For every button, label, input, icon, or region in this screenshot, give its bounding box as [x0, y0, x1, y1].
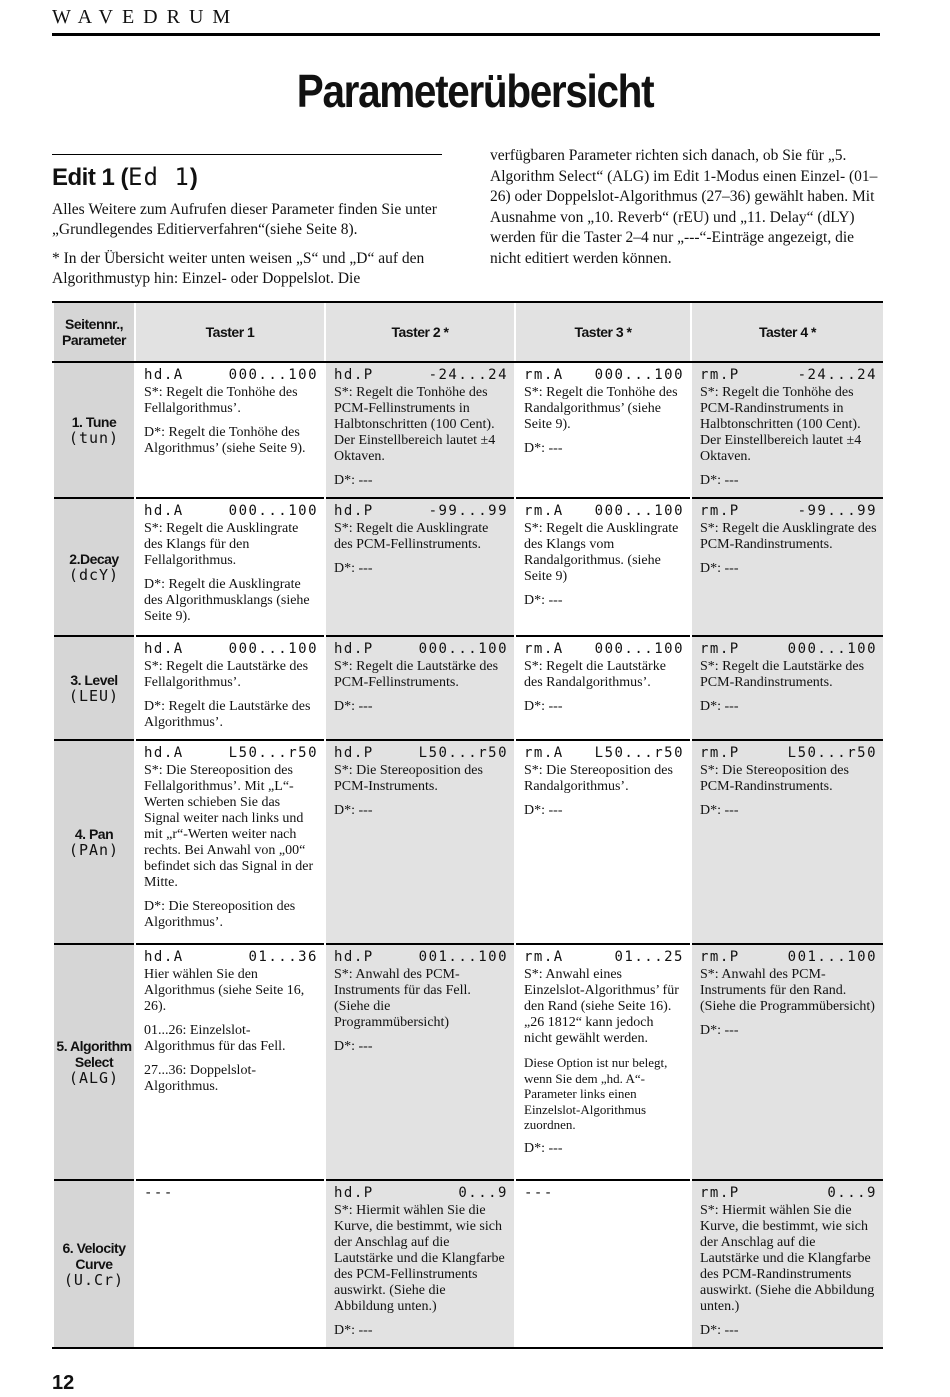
parameter-display-code: hd.A [144, 745, 184, 761]
intro-paragraph-2-start [52, 249, 442, 289]
cell-description: S*: Regelt die Ausklingrate des Klangs für den Fellalgorithmus. [144, 521, 299, 568]
cell-description: D*: Regelt die Tonhöhe des Algorithmus’ (siehe Seite 9). [144, 425, 306, 456]
cell-description: S*: Regelt die Tonhöhe des Randalgorithmus’ (siehe Seite 9). [524, 385, 678, 432]
value-range [700, 641, 877, 657]
cell-description: S*: Hiermit wählen Sie die Kurve, die bestimmt, wie sich der Anschlag auf die Lautstärke und die Klangfarbe des PCM-Fellinstruments auswirkt. (Siehe die Abbildung unten.) [334, 1203, 505, 1314]
value-range [334, 1185, 508, 1201]
value-range [700, 745, 877, 761]
row-header [53, 944, 135, 1180]
cell-description: D*: --- [524, 699, 563, 714]
table-row [53, 1180, 883, 1348]
section-heading [52, 163, 442, 192]
parameter-display-code: rm.A [524, 503, 564, 519]
cell-description: D*: Regelt die Ausklingrate des Algorithmusklangs (siehe Seite 9). [144, 577, 310, 624]
table-body [53, 362, 883, 1348]
table-cell-taster-3 [515, 1180, 691, 1348]
cell-description: 27...36: Doppelslot-Algorithmus. [144, 1063, 256, 1094]
parameter-name: 6. Velocity Curve [62, 1240, 126, 1272]
parameter-display-code: hd.A [144, 641, 184, 657]
header-rule [52, 33, 880, 36]
cell-description: D*: --- [524, 441, 563, 456]
parameter-display-code: rm.P [700, 367, 740, 383]
table-row [53, 944, 883, 1180]
cell-description: S*: Regelt die Ausklingrate des Klangs vom Randalgorithmus. (siehe Seite 9) [524, 521, 679, 584]
parameter-display-code: rm.A [524, 641, 564, 657]
cell-description: Hier wählen Sie den Algorithmus (siehe Seite 16, 26). [144, 967, 305, 1014]
table-cell-taster-2 [325, 944, 515, 1180]
range-value: 000...100 [787, 641, 877, 657]
parameter-name: 3. Level [70, 672, 118, 688]
cell-description: D*: --- [334, 803, 373, 818]
table-cell-taster-1 [135, 1180, 325, 1348]
cell-description: S*: Regelt die Lautstärke des Randalgorithmus’. [524, 659, 666, 690]
table-header-row [53, 302, 883, 362]
value-range [144, 503, 318, 519]
table-cell-taster-1 [135, 740, 325, 944]
range-value: 0...9 [827, 1185, 877, 1201]
parameter-name: 2.Decay [69, 551, 119, 567]
parameter-display-code: rm.A [524, 745, 564, 761]
table-cell-taster-3 [515, 636, 691, 740]
section-heading-text: Edit 1 ( [52, 164, 129, 191]
cell-description: D*: --- [700, 1023, 739, 1038]
section-heading-close: ) [189, 164, 198, 191]
intro-paragraph-2-part-2: verfügbaren Parameter richten sich danach, ob Sie für „5. Algorithm Select“ (ALG) im Edit 1-Modus einen Einzel- (01–26) oder Doppelslot-Algorithmus (27–36) gewählt haben. Mit Ausnahme von „10. Reverb“ (rEU) und „11. Delay“ (dLY) werden für die Taster 2–4 nur „---“-Einträge angezeigt, die nicht editiert werden können. [490, 147, 878, 267]
column-header-taster-4: Taster 4 * [691, 302, 883, 362]
table-cell-taster-4 [691, 498, 883, 636]
value-range [524, 641, 684, 657]
range-value: L50...r50 [594, 745, 684, 761]
table-row [53, 362, 883, 498]
parameter-code: (U.Cr) [63, 1271, 125, 1289]
range-value: -99...99 [428, 503, 508, 519]
table-cell-taster-2 [325, 636, 515, 740]
value-range [334, 367, 508, 383]
table-cell-taster-3 [515, 362, 691, 498]
column-header-taster-3: Taster 3 * [515, 302, 691, 362]
table-cell-taster-3 [515, 498, 691, 636]
value-range [700, 503, 877, 519]
table-cell-taster-4 [691, 636, 883, 740]
table-row [53, 498, 883, 636]
cell-description: D*: --- [334, 699, 373, 714]
parameter-code: (LEU) [68, 687, 120, 705]
parameter-display-code: rm.P [700, 641, 740, 657]
cell-description: D*: --- [700, 561, 739, 576]
table-row [53, 740, 883, 944]
cell-description: D*: --- [334, 473, 373, 488]
cell-description: D*: --- [334, 1323, 373, 1338]
cell-description: D*: --- [700, 1323, 739, 1338]
parameter-display-code: --- [524, 1185, 554, 1201]
parameter-display-code: rm.A [524, 367, 564, 383]
value-range [144, 745, 318, 761]
cell-description: D*: --- [700, 473, 739, 488]
section-rule [52, 154, 442, 155]
value-range [524, 949, 684, 965]
value-range [144, 641, 318, 657]
parameter-display-code: hd.P [334, 503, 374, 519]
cell-description: S*: Regelt die Ausklingrate des PCM-Fellinstruments. [334, 521, 489, 552]
row-header [53, 636, 135, 740]
cell-description: 01...26: Einzelslot-Algorithmus für das Fell. [144, 1023, 286, 1054]
table-cell-taster-2 [325, 740, 515, 944]
range-value: 000...100 [418, 641, 508, 657]
range-value: 0...9 [458, 1185, 508, 1201]
cell-description: S*: Anwahl eines Einzelslot-Algorithmus’ für den Rand (siehe Seite 16). „26 1812“ kann jedoch nicht gewählt werden. [524, 967, 679, 1046]
range-value: 000...100 [228, 503, 318, 519]
parameter-display-code: hd.A [144, 949, 184, 965]
cell-description: Diese Option ist nur belegt, wenn Sie dem „hd. A“-Parameter links einen Einzelslot-Algorithmus zuordnen. [524, 1055, 668, 1132]
table-cell-taster-2 [325, 362, 515, 498]
range-value: L50...r50 [418, 745, 508, 761]
column-header-taster-1: Taster 1 [135, 302, 325, 362]
value-range [524, 367, 684, 383]
cell-description: D*: --- [334, 561, 373, 576]
page-number: 12 [52, 1372, 75, 1394]
range-value: 000...100 [228, 367, 318, 383]
value-range [144, 367, 318, 383]
value-range [334, 503, 508, 519]
range-value: 01...36 [248, 949, 318, 965]
range-value: 000...100 [228, 641, 318, 657]
section-heading-code: Ed 1 [128, 163, 190, 191]
parameter-display-code: hd.P [334, 949, 374, 965]
parameter-display-code: hd.P [334, 641, 374, 657]
cell-description: S*: Regelt die Tonhöhe des Fellalgorithmus’. [144, 385, 298, 416]
parameter-display-code: hd.A [144, 367, 184, 383]
cell-description: S*: Anwahl des PCM-Instruments für das Fell. (Siehe die Programmübersicht) [334, 967, 471, 1030]
parameter-code: (tun) [68, 429, 120, 447]
value-range [524, 1185, 684, 1201]
intro-text [52, 200, 442, 240]
range-value: 001...100 [418, 949, 508, 965]
row-header [53, 740, 135, 944]
parameter-name: 1. Tune [71, 414, 117, 430]
intro-left-column [52, 154, 442, 244]
cell-description: S*: Regelt die Lautstärke des PCM-Randinstruments. [700, 659, 865, 690]
value-range [144, 949, 318, 965]
cell-description: S*: Anwahl des PCM-Instruments für den Rand. (Siehe die Programmübersicht) [700, 967, 875, 1014]
table-cell-taster-1 [135, 498, 325, 636]
row-header [53, 362, 135, 498]
parameter-display-code: hd.P [334, 1185, 374, 1201]
range-value: -24...24 [797, 367, 877, 383]
value-range [334, 745, 508, 761]
parameter-display-code: rm.P [700, 503, 740, 519]
cell-description: S*: Regelt die Lautstärke des PCM-Fellinstruments. [334, 659, 499, 690]
table-cell-taster-2 [325, 1180, 515, 1348]
table-row [53, 636, 883, 740]
cell-description: S*: Regelt die Tonhöhe des PCM-Fellinstruments in Halbtonschritten (100 Cent). Der Einstellbereich lautet ±4 Oktaven. [334, 385, 496, 464]
page-title: Parameterübersicht [296, 65, 654, 117]
table-cell-taster-1 [135, 362, 325, 498]
value-range [524, 503, 684, 519]
range-value: L50...r50 [787, 745, 877, 761]
cell-description: S*: Die Stereoposition des Randalgorithmus’. [524, 763, 673, 794]
cell-description: D*: --- [524, 1140, 563, 1156]
cell-description: D*: --- [524, 593, 563, 608]
intro-paragraph-1: Alles Weitere zum Aufrufen dieser Parameter finden Sie unter „Grundlegendes Editierverfahren“(siehe Seite 8). [52, 201, 437, 238]
cell-description: D*: Die Stereoposition des Algorithmus’. [144, 899, 296, 930]
range-value: 01...25 [614, 949, 684, 965]
range-value: 000...100 [594, 503, 684, 519]
cell-description: S*: Regelt die Ausklingrate des PCM-Randinstruments. [700, 521, 877, 552]
parameter-code: (PAn) [68, 841, 120, 859]
range-value: 000...100 [594, 641, 684, 657]
parameter-display-code: hd.P [334, 745, 374, 761]
cell-description: D*: --- [334, 1039, 373, 1054]
header-brand: WAVEDRUM [52, 6, 240, 28]
value-range [334, 641, 508, 657]
value-range [144, 1185, 318, 1201]
table-cell-taster-1 [135, 636, 325, 740]
cell-description: D*: Regelt die Lautstärke des Algorithmus’. [144, 699, 311, 730]
cell-description: D*: --- [700, 699, 739, 714]
table-cell-taster-4 [691, 740, 883, 944]
cell-description: S*: Regelt die Tonhöhe des PCM-Randinstruments in Halbtonschritten (100 Cent). Der Einstellbereich lautet ±4 Oktaven. [700, 385, 862, 464]
parameter-display-code: rm.A [524, 949, 564, 965]
cell-description: D*: --- [700, 803, 739, 818]
value-range [700, 949, 877, 965]
cell-description: D*: --- [524, 803, 563, 818]
table-cell-taster-3 [515, 944, 691, 1180]
table-cell-taster-4 [691, 944, 883, 1180]
range-value: 000...100 [594, 367, 684, 383]
cell-description: S*: Die Stereoposition des PCM-Randinstruments. [700, 763, 849, 794]
cell-description: S*: Regelt die Lautstärke des Fellalgorithmus’. [144, 659, 309, 690]
table-cell-taster-4 [691, 362, 883, 498]
value-range [700, 1185, 877, 1201]
column-header-parameter: Seitennr., Parameter [53, 302, 135, 362]
parameter-display-code: hd.P [334, 367, 374, 383]
parameter-code: (ALG) [68, 1069, 120, 1087]
intro-paragraph-2-part-1: * In der Übersicht weiter unten weisen „S“ und „D“ auf den Algorithmustyp hin: Einzel- oder Doppelslot. Die [52, 250, 425, 287]
value-range [700, 367, 877, 383]
cell-description: S*: Hiermit wählen Sie die Kurve, die bestimmt, wie sich der Anschlag auf die Lautstärke und die Klangfarbe des PCM-Randinstruments auswirkt. (Siehe die Abbildung unten.) [700, 1203, 875, 1314]
parameter-display-code: rm.P [700, 1185, 740, 1201]
parameter-code: (dcY) [68, 566, 120, 584]
value-range [524, 745, 684, 761]
parameter-name: 5. Algorithm Select [56, 1038, 132, 1070]
parameter-display-code: hd.A [144, 503, 184, 519]
intro-paragraph-2-continued [490, 146, 882, 269]
table-cell-taster-3 [515, 740, 691, 944]
range-value: L50...r50 [228, 745, 318, 761]
range-value: -99...99 [797, 503, 877, 519]
table-cell-taster-4 [691, 1180, 883, 1348]
parameter-display-code: rm.P [700, 949, 740, 965]
row-header [53, 1180, 135, 1348]
table-cell-taster-2 [325, 498, 515, 636]
parameter-display-code: --- [144, 1185, 174, 1201]
parameter-name: 4. Pan [74, 826, 114, 842]
range-value: 001...100 [787, 949, 877, 965]
table-cell-taster-1 [135, 944, 325, 1180]
cell-description: S*: Die Stereoposition des PCM-Instruments. [334, 763, 483, 794]
column-header-taster-2: Taster 2 * [325, 302, 515, 362]
row-header [53, 498, 135, 636]
range-value: -24...24 [428, 367, 508, 383]
value-range [334, 949, 508, 965]
parameter-table [52, 301, 883, 1349]
cell-description: S*: Die Stereoposition des Fellalgorithmus’. Mit „L“-Werten schieben Sie das Signal weiter nach links und mit „r“-Werten weiter nach rechts. Bei Anwahl von „00“ befindet sich das Signal in der Mitte. [144, 763, 314, 890]
parameter-display-code: rm.P [700, 745, 740, 761]
